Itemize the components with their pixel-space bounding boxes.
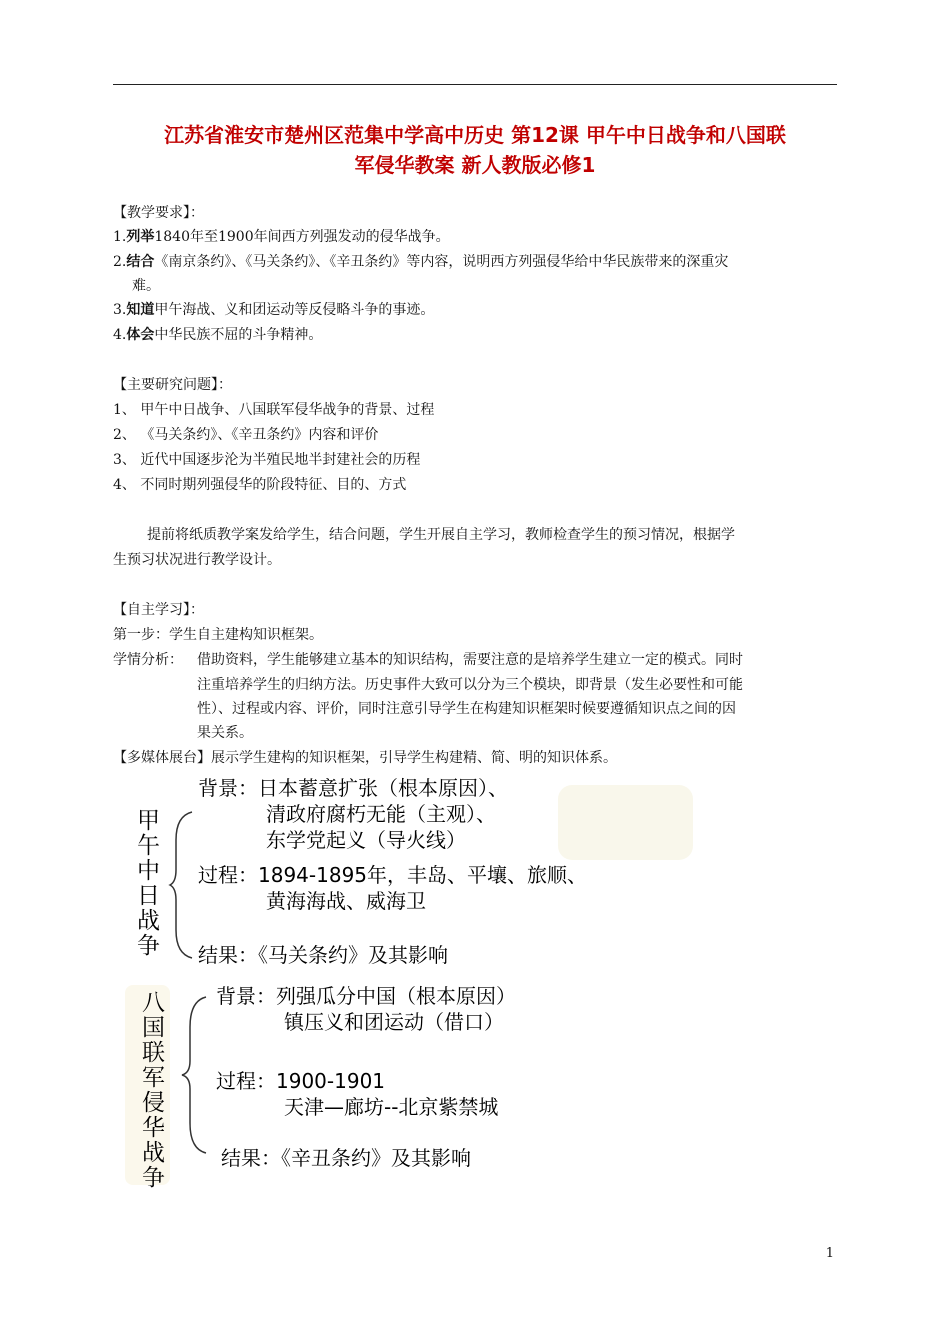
requirement-num: 2. [113,254,127,270]
problem-item: 2、 《马关条约》、《辛丑条约》内容和评价 [113,427,379,443]
war2-result: 结果：《辛丑条约》及其影响 [221,1146,471,1170]
requirements-heading: 【教学要求】： [113,205,204,221]
page-number: 1 [825,1246,834,1261]
war2-process-1: 过程：1900-1901 [216,1069,386,1093]
war2-brace [180,995,210,1155]
requirement-item [113,252,728,272]
requirement-verb: 结合 [126,254,155,270]
war1-background-1: 背景：日本蓄意扩张（根本原因）、 [198,776,508,800]
requirement-text: 甲午海战、义和团运动等反侵略斗争的事迹。 [154,302,435,318]
analysis-line: 注重培养学生的归纳方法。历史事件大致可以分为三个模块，即背景（发生必要性和可能 [197,677,743,693]
war1-background-2: 清政府腐朽无能（主观）、 [266,802,496,826]
war1-brace [168,810,198,960]
war1-title: 甲午中日战争 [133,808,159,958]
requirement-text: 1840年至1900年间西方列强发动的侵华战争。 [154,229,450,245]
analysis-line: 性）、过程或内容、评价，同时注意引导学生在构建知识框架时候要遵循知识点之间的因 [197,701,736,717]
requirement-num: 3. [113,302,127,318]
problems-heading: 【主要研究问题】： [113,377,232,393]
analysis-line: 果关系。 [197,725,253,741]
war2-background-1: 背景：列强瓜分中国（根本原因） [216,984,516,1008]
analysis-line: 借助资料，学生能够建立基本的知识结构，需要注意的是培养学生建立一定的模式。同时 [197,652,743,668]
requirement-num: 1. [113,229,127,245]
problem-item: 1、 甲午中日战争、八国联军侵华战争的背景、过程 [113,402,435,418]
multimedia-line: 【多媒体展台】展示学生建构的知识框架，引导学生构建精、简、明的知识体系。 [113,750,617,766]
war2-title: 八国联军侵华战争 [138,990,164,1190]
war2-process-2: 天津—廊坊--北京紫禁城 [284,1095,499,1119]
requirement-item [113,325,322,345]
requirement-verb: 列举 [126,229,155,245]
requirement-text: 中华民族不屈的斗争精神。 [154,327,323,343]
requirement-num: 4. [113,327,127,343]
war2-background-2: 镇压义和团运动（借口） [284,1010,504,1034]
war1-process-1: 过程：1894-1895年，丰岛、平壤、旅顺、 [198,863,588,887]
title-line-1: 江苏省淮安市楚州区范集中学高中历史 第12课 甲午中日战争和八国联 [164,123,786,147]
title-line-2: 军侵华教案 新人教版必修1 [354,153,596,177]
requirement-text: 《南京条约》、《马关条约》、《辛丑条约》等内容，说明西方列强侵华给中华民族带来的深重灾 [154,254,729,270]
requirement-item [113,300,434,320]
intro-line-2: 生预习状况进行教学设计。 [113,552,281,568]
intro-line-1: 提前将纸质教学案发给学生，结合问题，学生开展自主学习，教师检查学生的预习情况，根据学 [147,527,735,543]
decorative-watermark [558,785,693,860]
step-one: 第一步：学生自主建构知识框架。 [113,627,323,643]
war1-background-3: 东学党起义（导火线） [266,828,466,852]
problem-item: 4、 不同时期列强侵华的阶段特征、目的、方式 [113,477,407,493]
requirement-verb: 知道 [126,302,155,318]
requirement-verb: 体会 [126,327,155,343]
self-study-heading: 【自主学习】： [113,602,204,618]
requirement-item [113,227,450,247]
requirement-continuation: 难。 [132,278,160,294]
analysis-label: 学情分析： [113,652,183,668]
top-rule [113,84,837,85]
war1-process-2: 黄海海战、威海卫 [266,889,426,913]
war1-result: 结果：《马关条约》及其影响 [198,943,448,967]
problem-item: 3、 近代中国逐步沦为半殖民地半封建社会的历程 [113,452,421,468]
document-title [100,120,850,180]
